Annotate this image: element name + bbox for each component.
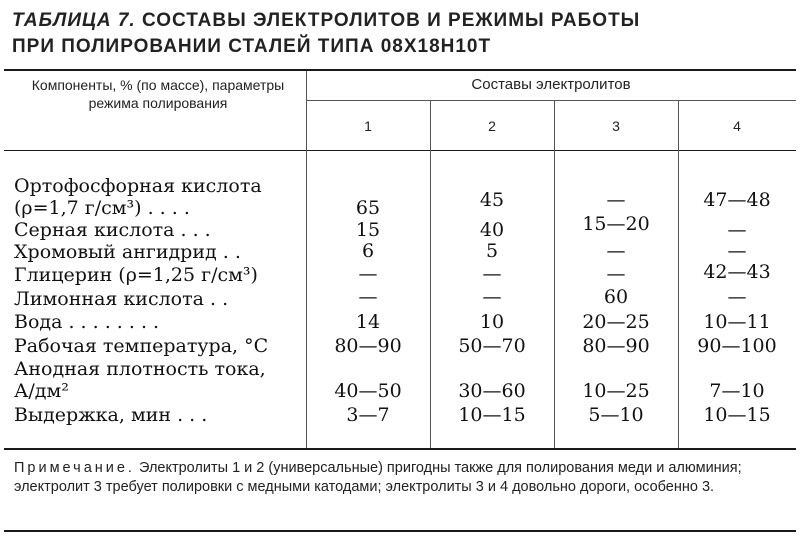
footnote-label: Примечание. <box>14 460 135 476</box>
table-cell: — <box>358 286 378 308</box>
table-cell: 20—25 <box>582 311 650 333</box>
row-label-glycerin: Глицерин (ρ=1,25 г/см³) <box>14 264 258 286</box>
table-cell: 80—90 <box>582 335 650 357</box>
table-cell: — <box>482 263 502 285</box>
table-cell: 3—7 <box>346 404 390 426</box>
table-cell: 45 <box>479 189 505 211</box>
table-cell: — <box>606 263 626 285</box>
table-cell: 50—70 <box>458 335 526 357</box>
table-cell: 90—100 <box>697 335 777 357</box>
table-cell: — <box>482 286 502 308</box>
top-rule <box>4 69 796 71</box>
column-header-3: 3 <box>612 118 620 134</box>
column-header-2: 2 <box>488 118 496 134</box>
table-cell: 40—50 <box>334 380 402 402</box>
table-cell: 10—15 <box>703 404 771 426</box>
table-cell: 10—11 <box>703 311 771 333</box>
components-header: Компоненты, % (по массе), параметры режима полирования <box>31 77 285 111</box>
table-cell: 14 <box>355 311 381 333</box>
row-label-orthophosphoric-acid: Ортофосфорная кислота (ρ=1,7 г/см³) . . . . <box>14 175 262 219</box>
column-header-4: 4 <box>733 118 741 134</box>
table-cell: — <box>727 240 747 262</box>
table-cell: — <box>727 219 747 241</box>
table-cell: 15—20 <box>582 213 650 235</box>
footnote-text: Электролиты 1 и 2 (универсальные) пригодны также для полирования меди и алюминия; электролит 3 требует полировки с медными катодами; электролиты 3 и 4 довольно дороги, особенно 3. <box>14 460 742 495</box>
table-cell: 10—25 <box>582 380 650 402</box>
table-title-line2: ПРИ ПОЛИРОВАНИИ СТАЛЕЙ ТИПА 08Х18Н10Т <box>12 36 492 57</box>
row-label-water: Вода . . . . . . . . <box>14 311 160 333</box>
table-title-line1: СОСТАВЫ ЭЛЕКТРОЛИТОВ И РЕЖИМЫ РАБОТЫ <box>141 10 641 31</box>
table-cell: 40 <box>479 219 505 241</box>
table-cell: 5—10 <box>588 404 644 426</box>
table-cell: — <box>727 286 747 308</box>
end-rule <box>4 530 796 532</box>
table-cell: — <box>358 263 378 285</box>
row-label-working-temperature: Рабочая температура, °С <box>14 335 269 357</box>
row-label-citric-acid: Лимонная кислота . . <box>14 288 229 310</box>
table-cell: 15 <box>355 219 381 241</box>
column-header-1: 1 <box>364 118 372 134</box>
group-header-divider <box>306 100 796 101</box>
table-cell: 30—60 <box>458 380 526 402</box>
table-cell: — <box>606 189 626 211</box>
table-number: ТАБЛИЦА 7. <box>12 10 136 31</box>
row-label-sulfuric-acid: Серная кислота . . . <box>14 219 211 241</box>
row-label-anode-current-density: Анодная плотность тока, А/дм² <box>14 358 266 402</box>
table-cell: 5 <box>485 240 499 262</box>
bottom-rule <box>4 448 796 450</box>
table-cell: 42—43 <box>703 261 771 283</box>
row-label-chromic-anhydride: Хромовый ангидрид . . <box>14 241 241 263</box>
table-cell: 47—48 <box>703 189 771 211</box>
table-footnote <box>14 459 794 497</box>
table-cell: 80—90 <box>334 335 402 357</box>
table-cell: — <box>606 240 626 262</box>
table-cell: 10 <box>479 311 505 333</box>
table-cell: 65 <box>355 197 381 219</box>
table-cell: 6 <box>361 240 375 262</box>
table-cell: 60 <box>603 286 629 308</box>
table-cell: 10—15 <box>458 404 526 426</box>
row-label-exposure-time: Выдержка, мин . . . <box>14 404 208 426</box>
table-cell: 7—10 <box>709 380 765 402</box>
electrolytes-group-header: Составы электролитов <box>471 76 631 93</box>
table-caption <box>12 8 782 60</box>
